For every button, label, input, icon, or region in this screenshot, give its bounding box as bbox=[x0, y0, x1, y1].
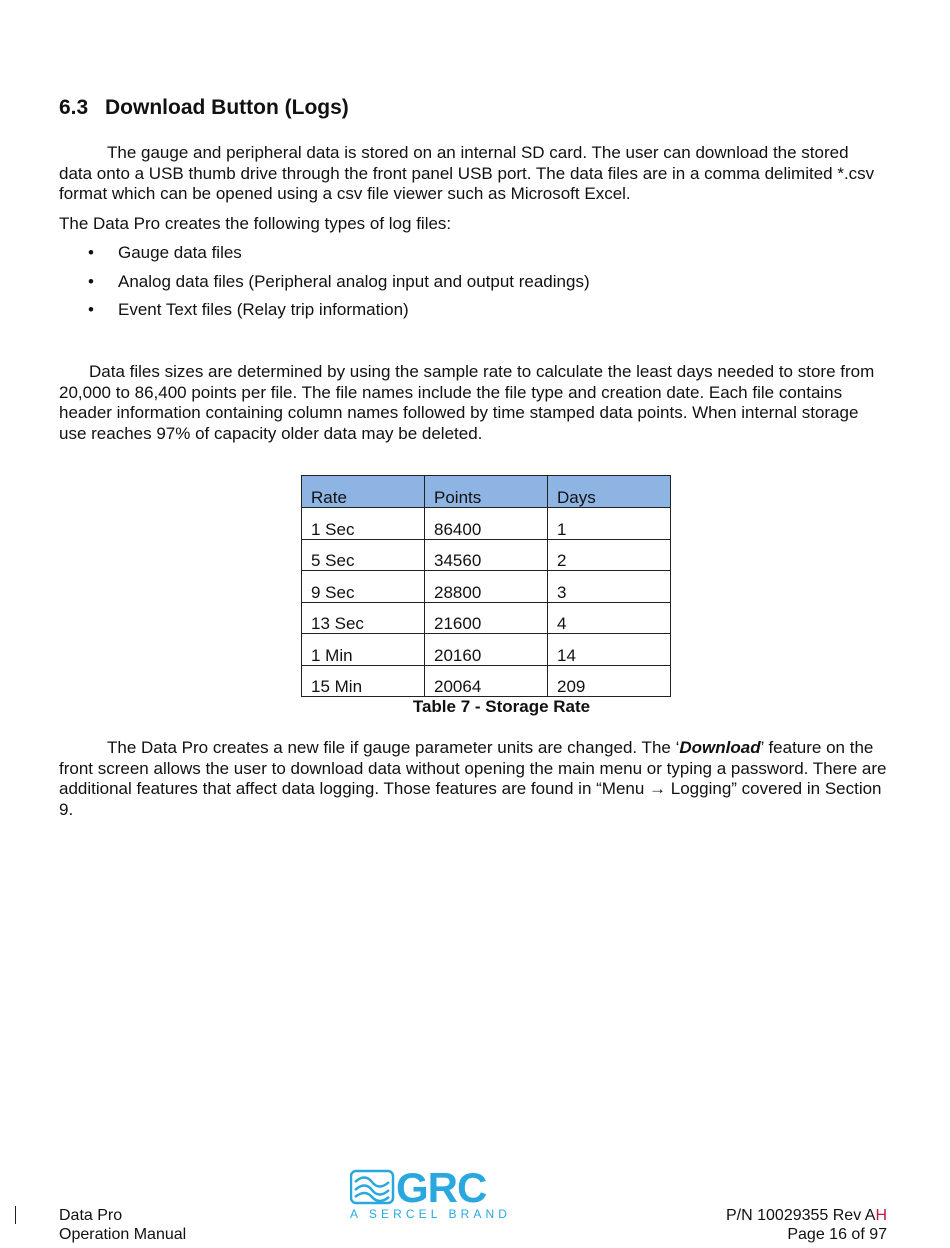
svg-text:A SERCEL BRAND: A SERCEL BRAND bbox=[350, 1207, 511, 1221]
list-item: • Gauge data files bbox=[88, 243, 242, 262]
header-cell-points: Points bbox=[425, 476, 548, 508]
bullet-icon: • bbox=[88, 271, 94, 291]
table-caption: Table 7 - Storage Rate bbox=[412, 697, 591, 716]
bullet-icon: • bbox=[88, 300, 94, 319]
revision-change-bar bbox=[15, 1206, 16, 1224]
footer-part-number: P/N 10029355 Rev AH bbox=[726, 1207, 887, 1224]
section-number: 6.3 bbox=[59, 96, 89, 119]
table-row: 5 Sec 34560 2 bbox=[302, 539, 671, 571]
revision-letter: H bbox=[875, 1207, 887, 1224]
table-row: 1 Sec 86400 1 bbox=[302, 508, 671, 540]
footer-left bbox=[59, 1206, 186, 1244]
table-row: 13 Sec 21600 4 bbox=[302, 602, 671, 634]
footer-page-number: Page 16 of 97 bbox=[787, 1226, 887, 1243]
log-types-list bbox=[59, 242, 885, 328]
intro-paragraph: The gauge and peripheral data is stored on an internal SD card. The user can download the stored data onto a USB thumb drive through the front panel USB port. The data files are in a comma delimited *.csv format which can be opened using a csv file viewer such as Microsoft Excel. bbox=[59, 143, 875, 203]
bullet-icon: • bbox=[88, 243, 94, 262]
footer-right bbox=[726, 1206, 887, 1244]
file-sizes-paragraph: Data files sizes are determined by using the sample rate to calculate the least days needed to store from 20,000 to 86,400 points per file. The file names include the file type and creation date. Each file contains header information containing column names followed by time stamped data points. When internal storage use reaches 97% of capacity older data may be deleted. bbox=[59, 362, 875, 443]
document-page bbox=[59, 0, 889, 1248]
header-cell-rate: Rate bbox=[302, 476, 425, 508]
section-title: Download Button (Logs) bbox=[105, 96, 349, 119]
grc-logo bbox=[350, 1166, 536, 1222]
list-item: • Analog data files (Peripheral analog input and output readings) bbox=[88, 271, 590, 291]
grc-logo-mark bbox=[350, 1166, 536, 1222]
download-emphasis: Download bbox=[679, 738, 761, 757]
download-feature-paragraph: The Data Pro creates a new file if gauge parameter units are changed. The ‘Download’ feature on the front screen allows the user to download data without opening the main menu or typing a password. There are additional features that affect data logging. Those features are found in “Menu → Logging” covered in Section 9. bbox=[59, 738, 887, 819]
table-header-row bbox=[302, 476, 671, 508]
table-row: 9 Sec 28800 3 bbox=[302, 571, 671, 603]
footer-manual: Operation Manual bbox=[59, 1226, 187, 1243]
table-row: 15 Min 20064 209 bbox=[302, 665, 671, 697]
list-item: • Event Text files (Relay trip information) bbox=[88, 300, 409, 319]
svg-text:GRC: GRC bbox=[396, 1166, 487, 1211]
log-types-intro: The Data Pro creates the following types of log files: bbox=[59, 214, 452, 233]
section-heading bbox=[59, 96, 349, 120]
table-row: 1 Min 20160 14 bbox=[302, 634, 671, 666]
storage-rate-table bbox=[301, 475, 671, 697]
footer-product: Data Pro bbox=[59, 1207, 123, 1224]
header-cell-days: Days bbox=[548, 476, 671, 508]
